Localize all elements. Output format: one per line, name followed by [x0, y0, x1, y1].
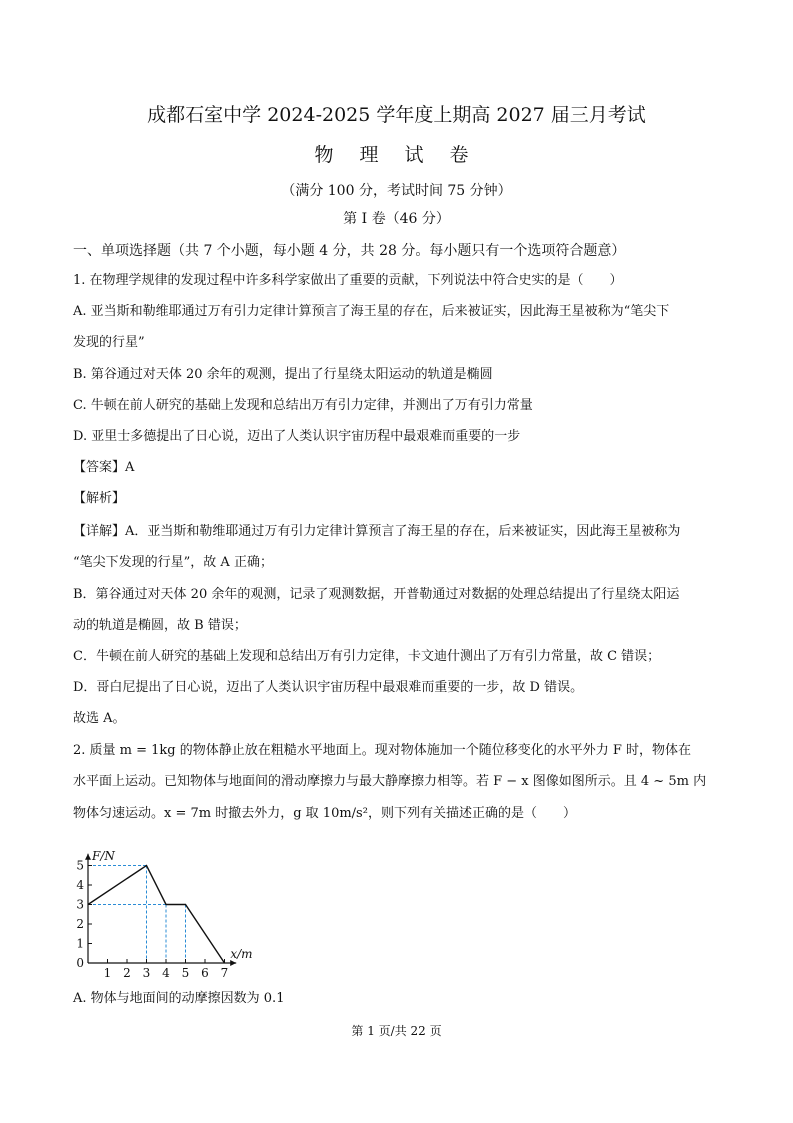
section-heading: 一、单项选择题（共 7 个小题，每小题 4 分，共 28 分。每小题只有一个选项符合题意）	[73, 243, 626, 259]
exam-note: （满分 100 分，考试时间 75 分钟）	[281, 183, 512, 199]
q2-stem-line1: 2. 质量 m = 1kg 的物体静止放在粗糙水平地面上。现对物体施加一个随位移变化的水平外力 F 时，物体在	[73, 743, 692, 758]
exam-subtitle: 物 理 试 卷	[314, 144, 479, 166]
q2-stem-line3: 物体匀速运动。x = 7m 时撤去外力，g 取 10m/s²，则下列有关描述正确的是（ ）	[73, 806, 576, 821]
y-axis-label: F/N	[92, 848, 115, 863]
x-tick-label: 1	[103, 966, 112, 980]
exam-title: 成都石室中学 2024-2025 学年度上期高 2027 届三月考试	[147, 104, 646, 126]
x-tick-label: 3	[142, 966, 151, 980]
f-x-chart	[70, 838, 270, 983]
q2-option-a: A. 物体与地面间的动摩擦因数为 0.1	[73, 991, 285, 1006]
x-tick-label: 2	[123, 966, 131, 980]
y-tick-label: 2	[76, 917, 84, 931]
y-tick-label: 5	[76, 858, 84, 873]
x-tick-label: 7	[220, 966, 229, 980]
q1-option-d: D. 亚里士多德提出了日心说，迈出了人类认识宇宙历程中最艰难而重要的一步	[73, 429, 521, 444]
q1-answer: 【答案】A	[73, 460, 135, 475]
q1-option-a-line1: A. 亚当斯和勒维耶通过万有引力定律计算预言了海王星的存在，后来被证实，因此海王星被称为“笔尖下	[73, 304, 670, 319]
y-tick-label: 3	[76, 897, 84, 912]
q1-option-a-line2: 发现的行星”	[73, 335, 145, 350]
q1-detail-line4: 动的轨道是椭圆，故 B 错误；	[73, 618, 247, 633]
q1-detail-line2: “笔尖下发现的行星”，故 A 正确；	[73, 555, 273, 570]
page-footer: 第 1 页/共 22 页	[351, 1024, 442, 1038]
volume-heading: 第 I 卷（46 分）	[343, 211, 450, 227]
q1-option-b: B. 第谷通过对天体 20 余年的观测，提出了行星绕太阳运动的轨道是椭圆	[73, 367, 493, 382]
y-tick-label: 4	[76, 878, 84, 892]
y-axis-arrow	[85, 854, 91, 860]
q1-choose: 故选 A。	[73, 711, 126, 726]
q1-detail-line5: C．牛顿在前人研究的基础上发现和总结出万有引力定律，卡文迪什测出了万有引力常量，故 C 错误；	[73, 649, 661, 664]
x-axis-label: x/m	[230, 947, 253, 961]
q1-detail-line3: B．第谷通过对天体 20 余年的观测，记录了观测数据，开普勒通过对数据的处理总结提出了行星绕太阳运	[73, 587, 680, 602]
q1-detail-line6: D．哥白尼提出了日心说，迈出了人类认识宇宙历程中最艰难而重要的一步，故 D 错误。	[73, 680, 584, 695]
y-tick-label: 1	[76, 936, 84, 951]
q1-option-c: C. 牛顿在前人研究的基础上发现和总结出万有引力定律，并测出了万有引力常量	[73, 398, 533, 413]
f-x-line	[88, 866, 225, 964]
x-tick-label: 5	[181, 966, 190, 980]
q1-analysis-label: 【解析】	[73, 491, 126, 506]
q1-stem: 1. 在物理学规律的发现过程中许多科学家做出了重要的贡献，下列说法中符合史实的是（ ）	[73, 273, 623, 288]
q1-detail-line1: 【详解】A．亚当斯和勒维耶通过万有引力定律计算预言了海王星的存在，后来被证实，因此海王星被称为	[73, 524, 681, 539]
x-tick-label: 6	[201, 966, 209, 980]
y-tick-label: 0	[76, 956, 84, 970]
x-tick-label: 4	[162, 966, 170, 980]
q2-stem-line2: 水平面上运动。已知物体与地面间的滑动摩擦力与最大静摩擦力相等。若 F − x 图像如图所示。且 4 ~ 5m 内	[73, 774, 707, 789]
